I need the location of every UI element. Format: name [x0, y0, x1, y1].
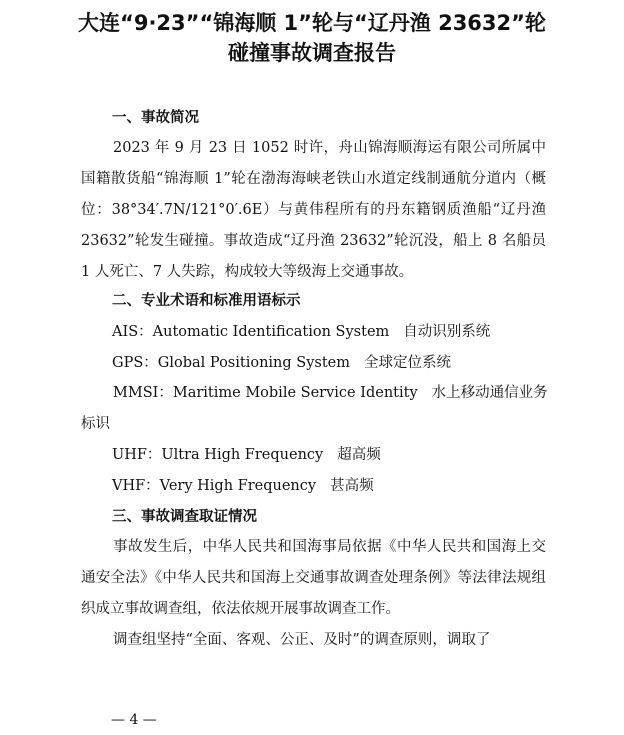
page-number: — 4 —: [111, 712, 157, 728]
term-translation: 全球定位系统: [364, 355, 451, 371]
report-title-line-2: 碰撞事故调查报告: [228, 41, 396, 65]
term-translation: 超高频: [337, 447, 381, 463]
term-gps: [112, 353, 451, 373]
term-translation: 自动识别系统: [403, 324, 491, 340]
section-3-paragraph-1: 事故发生后，中华人民共和国海事局依据《中华人民共和国海上交通安全法》《中华人民共和国海上交通事故调查处理条例》等法律法规组织成立事故调查组，依法依规开展事故调查工作。: [81, 539, 546, 617]
term-uhf: [112, 445, 381, 465]
term-mmsi: [81, 378, 551, 440]
term-abbreviation: UHF：Ultra High Frequency: [112, 447, 324, 463]
term-abbreviation: VHF：Very High Frequency: [112, 478, 317, 494]
section-heading-2: 二、专业术语和标准用语标示: [112, 293, 301, 309]
section-3-paragraph-2: 调查组坚持“全面、客观、公正、及时”的调查原则，调取了: [113, 632, 491, 648]
term-abbreviation: GPS：Global Positioning System: [112, 355, 350, 371]
term-translation: 水上移动通信业务标识: [81, 385, 548, 432]
report-title-line-1: 大连“9·23”“锦海顺 1”轮与“辽丹渔 23632”轮: [78, 11, 546, 35]
term-abbreviation: MMSI：Maritime Mobile Service Identity: [113, 385, 418, 401]
term-vhf: [112, 476, 374, 496]
term-abbreviation: AIS：Automatic Identification System: [112, 324, 390, 340]
section-1-paragraph: 2023 年 9 月 23 日 1052 时许，舟山锦海顺海运有限公司所属中国籍散货船“锦海顺 1”轮在渤海海峡老铁山水道定线制通航分道内（概位：38°34′.7N/121°0′.6E）与黄伟程所有的丹东籍钢质渔船“辽丹渔 23632”轮发生碰撞。事故造成“辽丹渔 23632”轮沉没，船上 8 名船员 1 人死亡、7 人失踪，构成较大等级海上交通事故。: [81, 140, 546, 280]
section-heading-3: 三、事故调查取证情况: [112, 509, 257, 525]
section-heading-1: 一、事故简况: [112, 110, 199, 126]
term-ais: [112, 322, 490, 342]
term-translation: 甚高频: [330, 478, 374, 494]
